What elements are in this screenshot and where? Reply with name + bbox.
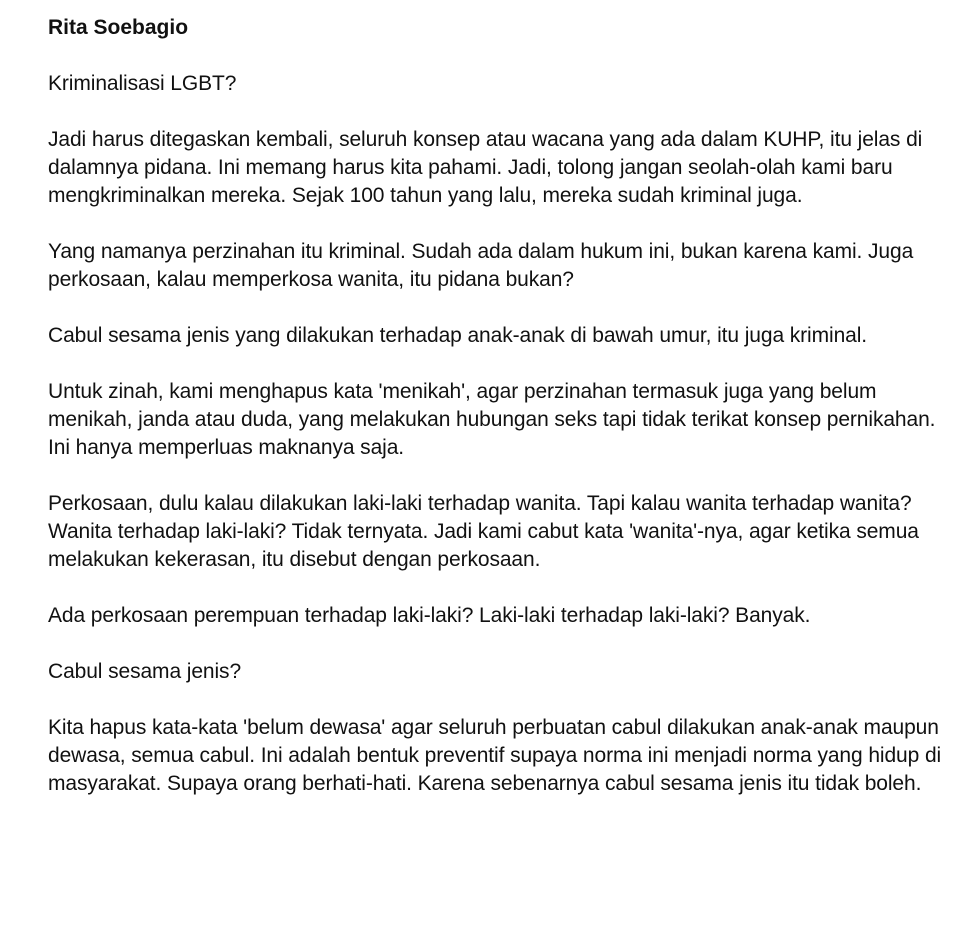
paragraph: Untuk zinah, kami menghapus kata 'menikah', agar perzinahan termasuk juga yang belum menikah, janda atau duda, yang melakukan hubungan seks tapi tidak terikat konsep pernikahan. Ini hanya memperluas maknanya saja. bbox=[48, 380, 936, 459]
author-name: Rita Soebagio bbox=[48, 16, 189, 39]
paragraph: Jadi harus ditegaskan kembali, seluruh konsep atau wacana yang ada dalam KUHP, itu jelas di dalamnya pidana. Ini memang harus kita pahami. Jadi, tolong jangan seolah-olah kami baru mengkriminalkan mereka. Sejak 100 tahun yang lalu, mereka sudah kriminal juga. bbox=[48, 128, 923, 207]
paragraph: Cabul sesama jenis yang dilakukan terhadap anak-anak di bawah umur, itu juga kriminal. bbox=[48, 324, 868, 347]
paragraph: Kita hapus kata-kata 'belum dewasa' agar seluruh perbuatan cabul dilakukan anak-anak maupun dewasa, semua cabul. Ini adalah bentuk preventif supaya norma ini menjadi norma yang hidup di masyarakat. Supaya orang berhati-hati. Karena sebenarnya cabul sesama jenis itu tidak boleh. bbox=[48, 716, 942, 795]
paragraph: Ada perkosaan perempuan terhadap laki-laki? Laki-laki terhadap laki-laki? Banyak. bbox=[48, 604, 811, 627]
document-body[interactable] bbox=[48, 14, 953, 798]
paragraph-heading: Kriminalisasi LGBT? bbox=[48, 72, 237, 95]
paragraph: Yang namanya perzinahan itu kriminal. Sudah ada dalam hukum ini, bukan karena kami. Juga perkosaan, kalau memperkosa wanita, itu pidana bukan? bbox=[48, 240, 914, 291]
paragraph: Cabul sesama jenis? bbox=[48, 660, 242, 683]
paragraph: Perkosaan, dulu kalau dilakukan laki-laki terhadap wanita. Tapi kalau wanita terhadap wanita? Wanita terhadap laki-laki? Tidak ternyata. Jadi kami cabut kata 'wanita'-nya, agar ketika semua melakukan kekerasan, itu disebut dengan perkosaan. bbox=[48, 492, 919, 571]
